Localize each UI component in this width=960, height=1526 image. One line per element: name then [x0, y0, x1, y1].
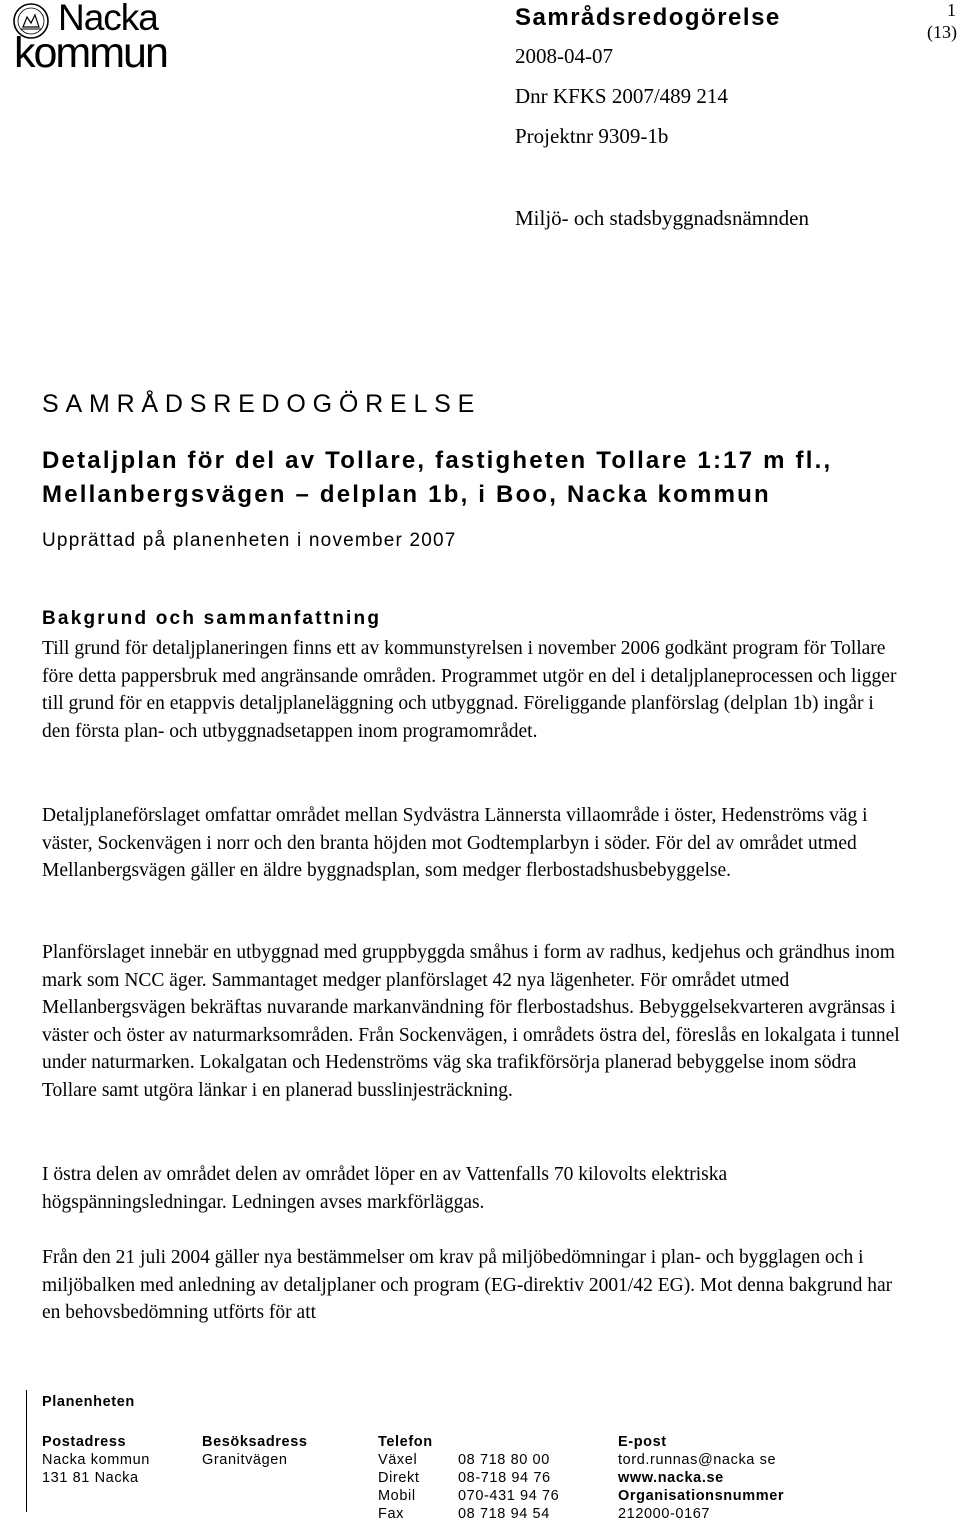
prepared-note: Upprättad på planenheten i november 2007 — [42, 530, 457, 551]
footer-phone-type: Fax — [378, 1506, 404, 1522]
paragraph: Planförslaget innebär en utbyggnad med gruppbyggda småhus i form av radhus, kedjehus och grändhus inom mark som NCC äger. Sammantaget medger planförslaget 42 nya lägenheter. För området utmed Mellanbergsvägen bekräftas nuvarande markanvändning för flerbostadshus. Bebyggelsekvarteren avgränsas i väster och öster av naturmarksområden. Från Sockenvägen, i områdets östra del, föreslås en lokalgata i tunnel under naturmarken. Lokalgatan och Hedenströms väg ska trafikförsörja planerad bebyggelse inom södra Tollare samt utgöra länkar i en planerad busslinjesträckning. — [42, 942, 900, 1101]
footer-org-number: 212000-0167 — [618, 1506, 711, 1522]
footer-phone-type: Mobil — [378, 1488, 416, 1504]
footer-divider — [26, 1390, 27, 1512]
footer-postal-label: Postadress — [42, 1434, 127, 1450]
footer-website[interactable]: www.nacka.se — [618, 1470, 724, 1486]
footer-phone-number: 070-431 94 76 — [458, 1488, 560, 1504]
logo-word-kommun: kommun — [14, 29, 167, 77]
paragraph: I östra delen av området delen av området löper en av Vattenfalls 70 kilovolts elektriska högspänningsledningar. Ledningen avses markförläggas. — [42, 1164, 728, 1213]
footer-visit-label: Besöksadress — [202, 1434, 308, 1450]
section-heading: Bakgrund och sammanfattning — [42, 608, 382, 629]
document-title: SAMRÅDSREDOGÖRELSE — [42, 390, 482, 418]
page-total: (13) — [927, 22, 957, 42]
footer-phone-type: Växel — [378, 1452, 418, 1468]
logo-word-nacka: Nacka — [58, 0, 158, 38]
footer-visit-line: Granitvägen — [202, 1452, 288, 1468]
footer-phone-label: Telefon — [378, 1434, 433, 1450]
footer-unit: Planenheten — [42, 1394, 135, 1410]
footer-phone-number: 08-718 94 76 — [458, 1470, 551, 1486]
page-number: 1 — [947, 0, 956, 20]
document-type: Samrådsredogörelse — [515, 4, 781, 31]
footer-org-label: Organisationsnummer — [618, 1488, 785, 1504]
footer-postal-line: 131 81 Nacka — [42, 1470, 139, 1486]
footer-phone-number: 08 718 94 54 — [458, 1506, 550, 1522]
paragraph: Till grund för detaljplaneringen finns ett av kommunstyrelsen i november 2006 godkänt program för Tollare före detta pappersbruk med angränsande områden. Programmet utgör en del i detaljplaneprocessen och ligger till grund för en etappvis detaljplaneläggning och utbyggnad. Föreliggande planförslag (delplan 1b) ingår i den första plan- och utbyggnadsetappen inom programområdet. — [42, 638, 897, 742]
document-dnr: Dnr KFKS 2007/489 214 — [515, 84, 728, 108]
footer-postal-line: Nacka kommun — [42, 1452, 150, 1468]
paragraph: Från den 21 juli 2004 gäller nya bestämmelser om krav på miljöbedömningar i plan- och bygglagen och i miljöbalken med anledning av detaljplaner och program (EG-direktiv 2001/42 EG). Mot denna bakgrund har en behovsbedömning utförts för att — [42, 1247, 893, 1323]
document-date: 2008-04-07 — [515, 44, 613, 68]
footer-phone-type: Direkt — [378, 1470, 420, 1486]
nacka-logo — [12, 0, 182, 77]
paragraph: Detaljplaneförslaget omfattar området mellan Sydvästra Lännersta villaområde i öster, Hedenströms väg i väster, Sockenvägen i norr och den branta höjden mot Godtemplarbyn i söder. För del av området utmed Mellanbergsvägen gäller en äldre byggnadsplan, som medger flerbostadshusbebyggelse. — [42, 805, 868, 881]
footer-email-label: E-post — [618, 1434, 667, 1450]
project-number: Projektnr 9309-1b — [515, 124, 669, 148]
footer-email[interactable]: tord.runnas@nacka se — [618, 1452, 777, 1468]
footer-phone-number: 08 718 80 00 — [458, 1452, 550, 1468]
recipient: Miljö- och stadsbyggnadsnämnden — [515, 206, 809, 230]
document-subtitle: Detaljplan för del av Tollare, fastigheten Tollare 1:17 m fl., Mellanbergsvägen – delplan 1b, i Boo, Nacka kommun — [42, 447, 833, 508]
